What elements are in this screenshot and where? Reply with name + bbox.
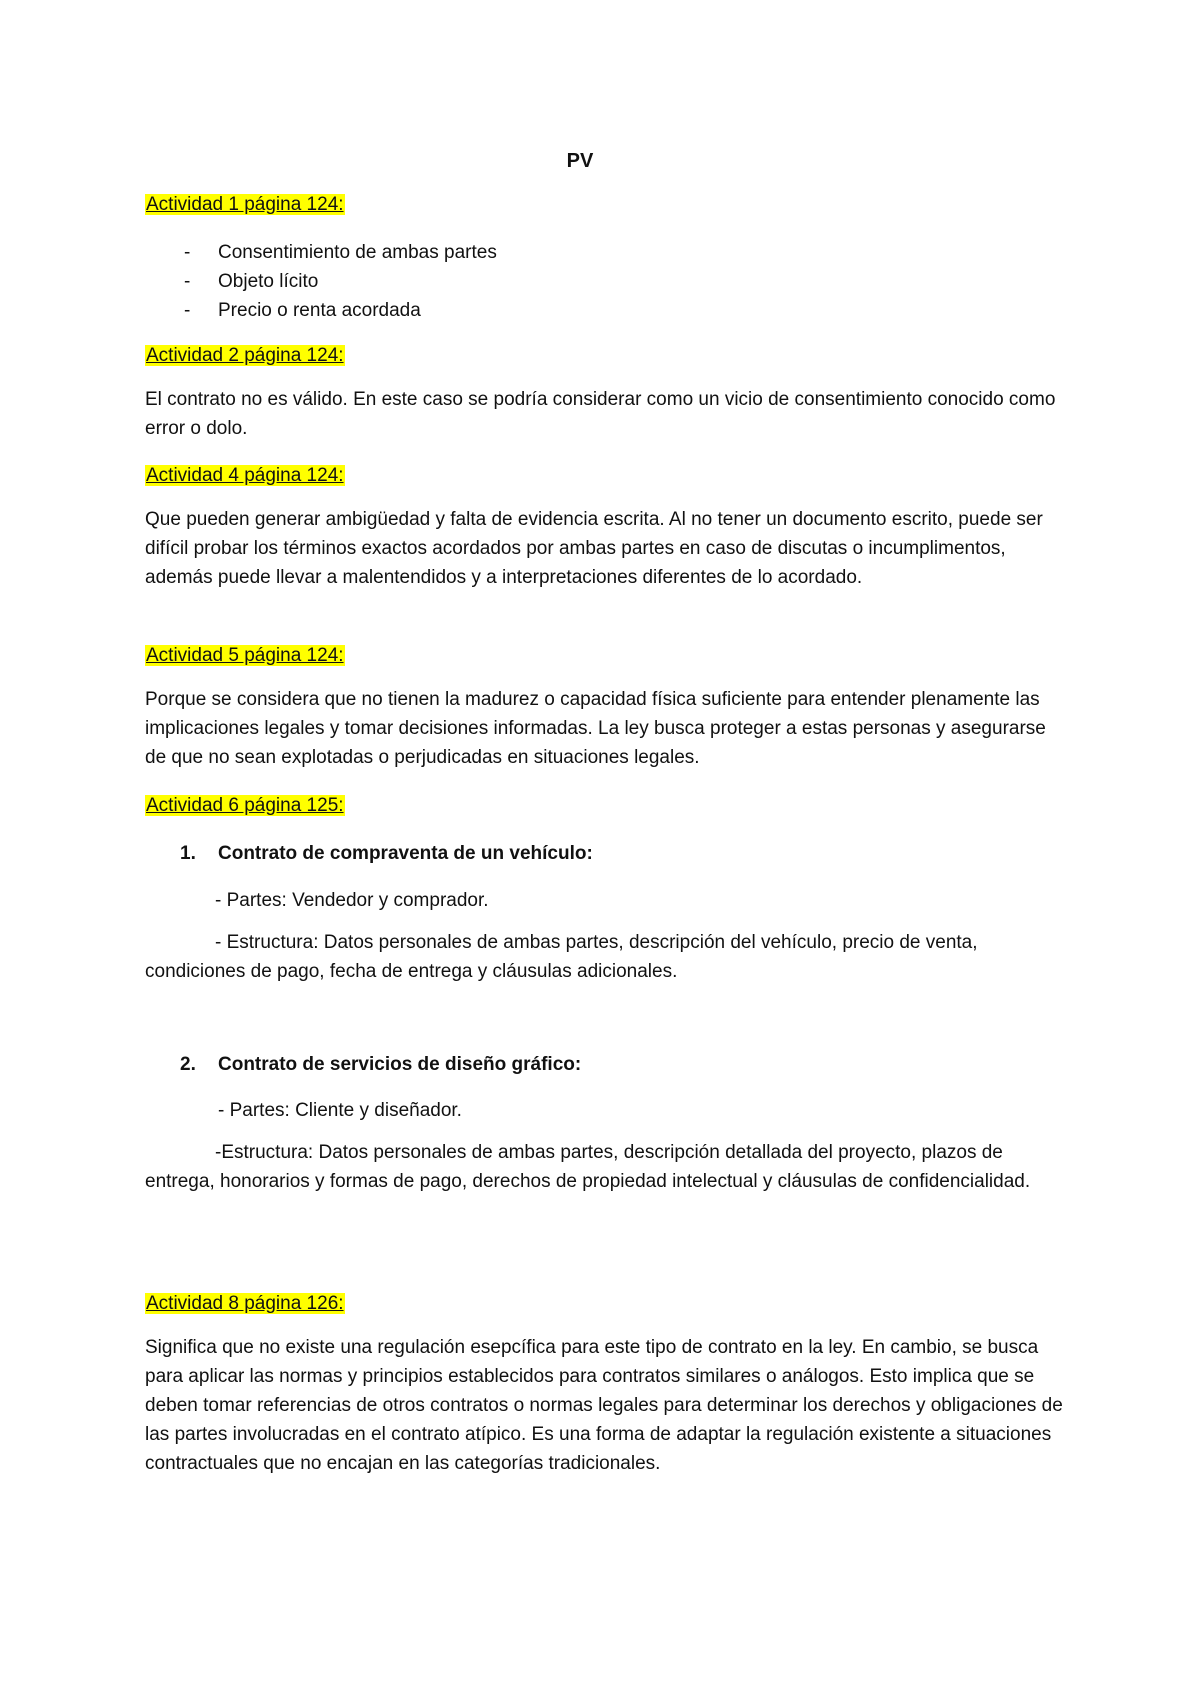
paragraph-actividad-4: Que pueden generar ambigüedad y falta de evidencia escrita. Al no tener un documento escrito, puede ser difícil probar los términos exactos acordados por ambas partes en caso de discutas o incumplimentos, además puede llevar a malentendidos y a interpretaciones diferentes de lo acordado. [145, 509, 1043, 588]
list-number: 2. [180, 1054, 196, 1075]
list-item: Consentimiento de ambas partes [218, 242, 497, 263]
heading-actividad-1: Actividad 1 página 124: [146, 194, 344, 215]
heading-actividad-6: Actividad 6 página 125: [146, 795, 344, 816]
contract-1-estructura: - Estructura: Datos personales de ambas partes, descripción del vehículo, precio de venta, condiciones de pago, fecha de entrega y cláusulas adicionales. [145, 932, 978, 982]
paragraph-actividad-2: El contrato no es válido. En este caso se podría considerar como un vicio de consentimiento conocido como error o dolo. [145, 389, 1056, 439]
paragraph-actividad-5: Porque se considera que no tienen la madurez o capacidad física suficiente para entender plenamente las implicaciones legales y tomar decisiones informadas. La ley busca proteger a estas personas y asegurarse de que no sean explotadas o perjudicadas en situaciones legales. [145, 689, 1046, 768]
heading-actividad-4: Actividad 4 página 124: [146, 465, 344, 486]
contract-2-title: Contrato de servicios de diseño gráfico: [218, 1054, 582, 1075]
contract-1-title: Contrato de compraventa de un vehículo: [218, 843, 593, 864]
list-item: Objeto lícito [218, 271, 319, 292]
bullet-dash: - [184, 300, 191, 321]
paragraph-actividad-8: Significa que no existe una regulación esepcífica para este tipo de contrato en la ley. En cambio, se busca para aplicar las normas y principios establecidos para contratos similares o análogos. Esto implica que se deben tomar referencias de otros contratos o normas legales para determinar los derechos y obligaciones de las partes involucradas en el contrato atípico. Es una forma de adaptar la regulación existente a situaciones contractuales que no encajan en las categorías tradicionales. [145, 1337, 1063, 1474]
contract-2-estructura: -Estructura: Datos personales de ambas partes, descripción detallada del proyecto, plazos de entrega, honorarios y formas de pago, derechos de propiedad intelectual y cláusulas de confidencialidad. [145, 1142, 1031, 1192]
heading-actividad-5: Actividad 5 página 124: [146, 645, 344, 666]
heading-actividad-2: Actividad 2 página 124: [146, 345, 344, 366]
list-number: 1. [180, 843, 196, 864]
bullet-dash: - [184, 271, 191, 292]
document-title: PV [566, 150, 594, 172]
contract-1-partes: - Partes: Vendedor y comprador. [215, 890, 489, 911]
heading-actividad-8: Actividad 8 página 126: [146, 1293, 344, 1314]
contract-2-partes: - Partes: Cliente y diseñador. [218, 1100, 462, 1121]
bullet-dash: - [184, 242, 191, 263]
list-item: Precio o renta acordada [218, 300, 421, 321]
